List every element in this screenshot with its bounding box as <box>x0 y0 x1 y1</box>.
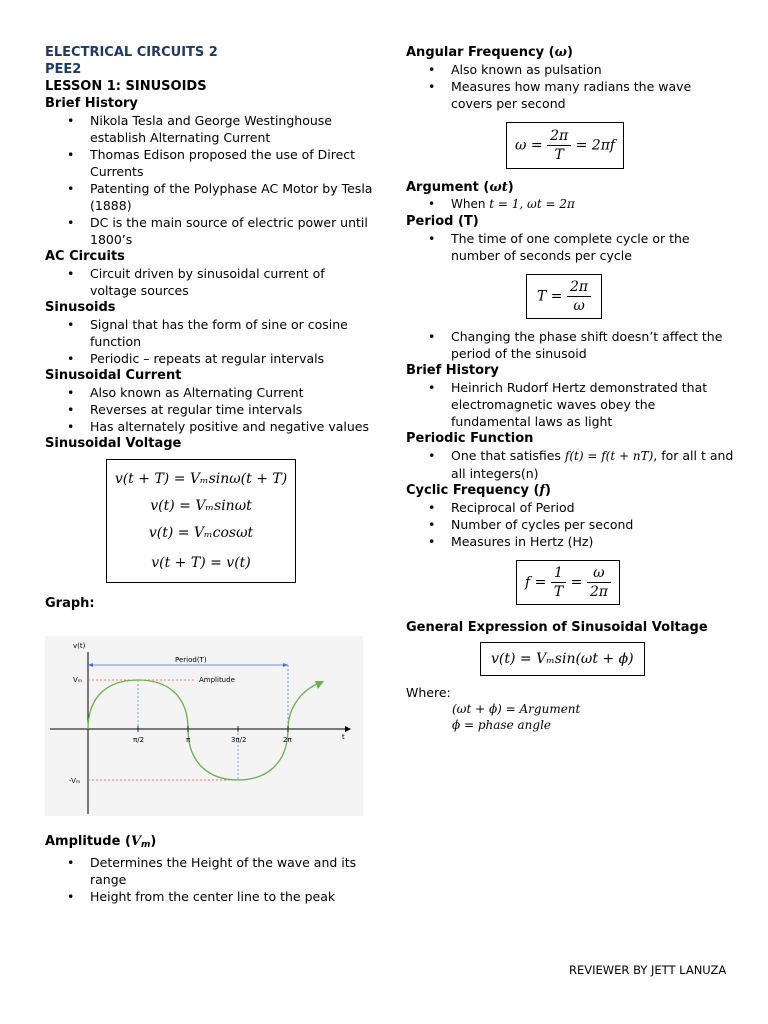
course-title: ELECTRICAL CIRCUITS 2 <box>45 45 218 60</box>
periodic-function-heading: Periodic Function <box>406 431 534 446</box>
sinusoids-heading: Sinusoids <box>45 300 116 315</box>
tick-label: π/2 <box>133 736 145 744</box>
fraction <box>567 278 591 315</box>
tick-label: π <box>186 736 191 744</box>
equation: v(t + T) = v(t) <box>151 555 251 571</box>
fraction-denominator: 2π <box>589 584 608 600</box>
amplitude-label: Amplitude <box>199 676 235 684</box>
fraction-numerator: 2π <box>547 127 571 146</box>
general-expression-formula-box: v(t) = Vₘsin(ωt + ϕ) <box>480 642 645 676</box>
brief-history-heading-right: Brief History <box>406 363 499 378</box>
list-item: • Heinrich Rudorf Hertz demonstrated that electromagnetic waves obey the fundamental laws as light <box>451 379 736 430</box>
list-item: • The time of one complete cycle or the number of seconds per cycle <box>451 230 736 264</box>
list-item <box>451 196 736 213</box>
where-line: ϕ = phase angle <box>452 718 552 732</box>
t-axis-label: t <box>342 733 345 741</box>
formula-rhs: = 2πf <box>575 137 616 154</box>
angular-frequency-list <box>406 61 736 112</box>
neg-vm-label: -Vₘ <box>69 777 81 785</box>
sinusoids-list <box>45 316 375 367</box>
argument-heading-close: ) <box>507 180 514 195</box>
list-item: • Reverses at regular time intervals <box>90 401 375 418</box>
fraction <box>587 564 611 601</box>
equation: v(t + T) = Vₘsinω(t + T) <box>114 471 288 487</box>
sinusoidal-current-list <box>45 384 375 435</box>
period-note-list <box>406 328 736 362</box>
cyclic-frequency-symbol: f <box>539 483 546 498</box>
sinusoid-graph <box>45 636 363 816</box>
cyclic-frequency-heading <box>406 482 736 499</box>
cyclic-frequency-heading-close: ) <box>545 483 551 498</box>
list-item: • Number of cycles per second <box>451 516 736 533</box>
tick-label: 2π <box>283 736 292 744</box>
argument-text: When <box>451 197 490 211</box>
list-item <box>451 447 736 482</box>
list-item: • Nikola Tesla and George Westinghouse establish Alternating Current <box>90 112 375 146</box>
list-item: • Signal that has the form of sine or cosine function <box>90 316 375 350</box>
fraction <box>547 127 571 164</box>
sinusoidal-current-heading: Sinusoidal Current <box>45 368 182 383</box>
brief-history-heading: Brief History <box>45 96 138 111</box>
amplitude-heading-close: ) <box>150 834 157 849</box>
angular-frequency-heading-close: ) <box>567 45 573 60</box>
course-code: PEE2 <box>45 62 82 77</box>
argument-math: t = 1, ωt = 2π <box>489 197 575 211</box>
angular-frequency-symbol: ω <box>554 45 567 60</box>
periodic-function-list <box>406 447 736 482</box>
period-heading: Period (T) <box>406 214 479 229</box>
fraction-numerator: 2π <box>567 278 591 297</box>
where-label: Where: <box>406 685 451 700</box>
periodic-function-math: f(t) = f(t + nT) <box>564 449 654 463</box>
period-formula-box <box>526 274 602 319</box>
sinusoidal-voltage-formula-box <box>106 459 296 583</box>
fraction <box>551 564 566 601</box>
brief-history-list <box>45 112 375 248</box>
list-item: • Reciprocal of Period <box>451 499 736 516</box>
list-item: • Changing the phase shift doesn’t affect the period of the sinusoid <box>451 328 736 362</box>
list-item: • Also known as pulsation <box>451 61 736 78</box>
angular-frequency-heading-text: Angular Frequency ( <box>406 45 555 60</box>
amplitude-section <box>45 833 375 905</box>
argument-heading <box>406 179 736 196</box>
lesson-title: LESSON 1: SINUSOIDS <box>45 79 207 94</box>
cyclic-frequency-heading-text: Cyclic Frequency ( <box>406 483 540 498</box>
amplitude-heading <box>45 833 375 854</box>
amplitude-symbol: V <box>130 834 141 849</box>
graph-heading: Graph: <box>45 596 95 611</box>
list-item: • Has alternately positive and negative values <box>90 418 375 435</box>
formula-lhs: f = <box>525 574 547 591</box>
amplitude-symbol-sub: m <box>140 840 151 850</box>
formula-lhs: T = <box>537 288 563 305</box>
right-column <box>406 44 736 733</box>
periodic-function-text-a: One that satisfies <box>451 448 565 463</box>
list-item: • Height from the center line to the peak <box>90 888 375 905</box>
formula-lhs: ω = <box>515 137 543 154</box>
equation: v(t) = Vₘsinωt <box>150 498 252 514</box>
sinusoidal-voltage-heading: Sinusoidal Voltage <box>45 436 182 451</box>
where-line: (ωt + ϕ) = Argument <box>452 702 581 716</box>
argument-heading-text: Argument ( <box>406 180 490 195</box>
amplitude-list <box>45 854 375 905</box>
list-item: • Circuit driven by sinusoidal current of voltage sources <box>90 265 375 299</box>
fraction-numerator: ω <box>587 564 611 583</box>
period-label: Period(T) <box>175 656 207 664</box>
cyclic-frequency-formula-box: f = $\frac{1}{T}$ = $\frac{\omega}{2\pi}$ <box>516 560 620 605</box>
list-item: • Patenting of the Polyphase AC Motor by Tesla (1888) <box>90 180 375 214</box>
list-item: • Measures how many radians the wave covers per second <box>451 78 736 112</box>
footer-credit: REVIEWER BY JETT LANUZA <box>569 963 727 977</box>
fraction-denominator: T <box>554 147 564 163</box>
fraction-numerator: 1 <box>551 564 566 583</box>
angular-frequency-formula-box <box>506 122 624 169</box>
tick-label: 3π/2 <box>231 736 247 744</box>
list-item: • DC is the main source of electric power until 1800’s <box>90 214 375 248</box>
equation: v(t) = Vₘcosωt <box>148 525 254 541</box>
angular-frequency-heading <box>406 44 736 61</box>
cyclic-frequency-list <box>406 499 736 550</box>
list-item: • Thomas Edison proposed the use of Direct Currents <box>90 146 375 180</box>
y-axis-label: v(t) <box>73 642 86 650</box>
left-column <box>45 44 375 612</box>
argument-list <box>406 196 736 213</box>
list-item: • Periodic – repeats at regular intervals <box>90 350 375 367</box>
amplitude-heading-text: Amplitude ( <box>45 834 131 849</box>
ac-circuits-list <box>45 265 375 299</box>
list-item: • Determines the Height of the wave and its range <box>90 854 375 888</box>
brief-history-list-right <box>406 379 736 430</box>
period-list <box>406 230 736 264</box>
fraction-denominator: T <box>553 584 564 600</box>
argument-symbol: ωt <box>489 180 508 195</box>
list-item: • Measures in Hertz (Hz) <box>451 533 736 550</box>
periodic-function-text-b: , for all t and all integers(n) <box>451 448 734 481</box>
list-item: • Also known as Alternating Current <box>90 384 375 401</box>
general-expression-heading: General Expression of Sinusoidal Voltage <box>406 620 708 635</box>
fraction-denominator: ω <box>573 298 585 314</box>
vm-label: Vₘ <box>73 676 83 684</box>
ac-circuits-heading: AC Circuits <box>45 249 125 264</box>
